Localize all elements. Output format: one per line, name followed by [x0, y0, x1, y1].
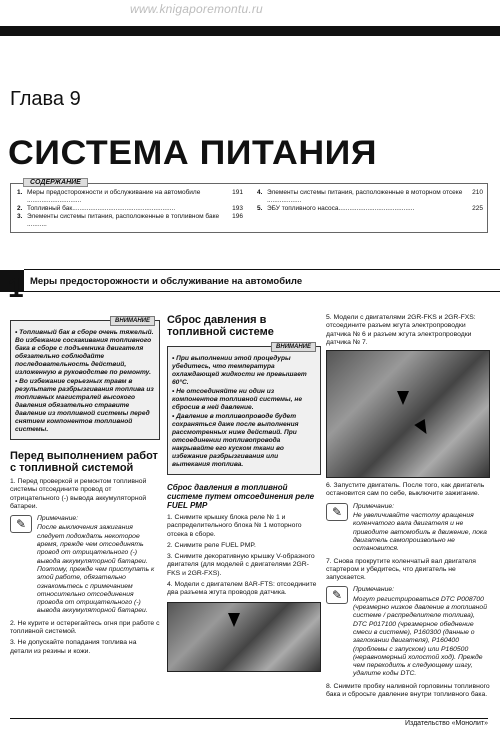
warning-label: ВНИМАНИЕ — [110, 316, 155, 326]
step-paragraph: 1. Снимите крышку блока реле № 1 и распределительного блока № 1 моторного отсека в сборе. — [167, 514, 302, 538]
note-block — [326, 586, 490, 678]
page-title: СИСТЕМА ПИТАНИЯ — [8, 134, 378, 172]
warning-text: • Не отсоединяйте ни один из компонентов топливной системы, не сбросив в ней давление. — [172, 388, 302, 411]
contents-left-column — [17, 189, 243, 229]
note-block — [326, 503, 490, 554]
contents-item[interactable]: 5. ЭБУ топливного насоса.......................................... 225 — [257, 205, 483, 212]
note-label: Примечание: — [353, 586, 395, 594]
note-text: После выключения зажигания следует подождать некоторое время, прежде чем отсоединять провод от отрицательного (-) вывода аккумуляторной батареи. Поэтому, прежде чем приступать к этой работе, обязательно ознакомьтесь с примечанием относительно отсоединения провода от отрицательного (-) вывода аккумуляторной батареи. — [37, 524, 155, 615]
step-paragraph: 7. Снова прокрутите коленчатый вал двигателя стартером и убедитесь, что двигатель не запускается. — [326, 557, 476, 582]
column-2 — [167, 314, 321, 672]
warning-box — [167, 346, 321, 475]
subsection-heading: Перед выполнением работ с топливной системой — [10, 450, 158, 474]
step-paragraph: 1. Перед проверкой и ремонтом топливной системы отсоедините провод от отрицательного (-) вывода аккумуляторной батареи. — [10, 478, 147, 510]
engine-photo — [167, 602, 321, 672]
note-label: Примечание: — [37, 515, 79, 523]
chapter-heading: Глава 9 — [10, 88, 81, 110]
pencil-note-icon: ✎ — [326, 503, 348, 521]
contents-right-column — [257, 189, 483, 213]
arrow-icon — [228, 613, 240, 627]
site-watermark: www.knigaporemontu.ru — [130, 2, 263, 16]
pencil-note-icon: ✎ — [10, 515, 32, 533]
arrow-icon — [414, 419, 431, 437]
step-paragraph: 5. Модели с двигателями 2GR-FKS и 2GR-FXS: отсоедините разъем жгута электропроводки датчика № 6 и разъем жгута электропроводки датчика № 7. — [326, 314, 476, 346]
warning-text: • При выполнении этой процедуры убедитесь, что температура охлаждающей жидкости не превышает 60°С. — [172, 355, 307, 386]
publisher-footer: Издательство «Монолит» — [404, 720, 488, 727]
contents-box — [10, 179, 488, 233]
section-number: 1 — [8, 272, 24, 303]
step-paragraph: 4. Модели с двигателем 8AR-FTS: отсоедините два разъема жгута проводов датчика. — [167, 581, 317, 597]
column-3 — [326, 314, 490, 702]
top-bar — [0, 26, 500, 36]
step-paragraph: 2. Снимите реле FUEL PMP. — [167, 541, 256, 549]
note-text: Могут регистрироваться DTC P008700 (чрезмерно низкое давление в топливной системе / распределителе топлива), DTC P017100 (чрезмерное обеднение смеси в системе), P160300 (данные о заглохании двигателя), P160400 (проблемы с запуском) или P160500 (неравномерный холостой ход). Прежде чем переходить к следующему шагу, удалите коды DTC. — [353, 595, 487, 678]
note-text: Не увеличивайте частоту вращения коленчатого вала двигателя и не приводите автомобиль в движение, пока двигатель самопроизвольно не остановится. — [353, 512, 487, 553]
footer-divider — [10, 718, 488, 719]
warning-label: ВНИМАНИЕ — [271, 342, 316, 352]
column-1 — [10, 320, 160, 659]
subsection-heading: Сброс давления в топливной системе — [167, 314, 274, 338]
arrow-icon — [397, 391, 409, 405]
step-paragraph: 3. Не допускайте попадания топлива на детали из резины и кожи. — [10, 639, 137, 655]
contents-item[interactable]: 4. Элементы системы питания, расположенные в моторном отсеке ................... 210 — [257, 189, 483, 204]
step-paragraph: 6. Запустите двигатель. После того, как двигатель остановится сам по себе, выключите зажигание. — [326, 482, 485, 498]
engine-photo — [326, 350, 490, 478]
section-title: Меры предосторожности и обслуживание на автомобиле — [30, 276, 303, 287]
contents-item[interactable]: 1. Меры предосторожности и обслуживание на автомобиле .............................. 191 — [17, 189, 243, 204]
note-label: Примечание: — [353, 502, 395, 510]
contents-item[interactable]: 3. Элементы системы питания, расположенные в топливном баке ........... 196 — [17, 213, 243, 228]
step-paragraph: 8. Снимите пробку наливной горловины топливного бака и сбросьте давление внутри топливного бака. — [326, 682, 490, 699]
warning-text: • Давление в топливопроводе будет сохраняться даже после выполнения рассмотренных ниже действий. При отсоединении топливопровода накрывайте его куском ткани во избежание разбрызгивания или вытекания топлива. — [172, 413, 299, 468]
note-block — [10, 515, 160, 616]
step-paragraph: 2. Не курите и остерегайтесь огня при работе с топливной системой. — [10, 619, 160, 636]
warning-text: • Во избежание серьезных травм в результате разбрызгивания топлива из топливных магистралей высокого давления обязательно стравите давление из топливной системы перед снятием компонентов топливной системы. — [15, 378, 154, 433]
procedure-heading: Сброс давления в топливной системе путем отсоединения реле FUEL PMP — [167, 483, 315, 510]
contents-item[interactable]: 2. Топливный бак......................................................... 193 — [17, 205, 243, 212]
pencil-note-icon: ✎ — [326, 586, 348, 604]
contents-heading: СОДЕРЖАНИЕ — [23, 178, 88, 187]
warning-box — [10, 320, 160, 440]
warning-text: • Топливный бак в сборе очень тяжелый. Во избежание соскакивания топливного бака в сборе с подъемника двигателя обязательно соблюдайте последовательность действий, изложенную в руководстве по ремонту. — [15, 329, 154, 376]
step-paragraph: 3. Снимите декоративную крышку V-образного двигателя (для моделей с двигателями 2GR-FKS и 2GR-FXS). — [167, 553, 315, 577]
